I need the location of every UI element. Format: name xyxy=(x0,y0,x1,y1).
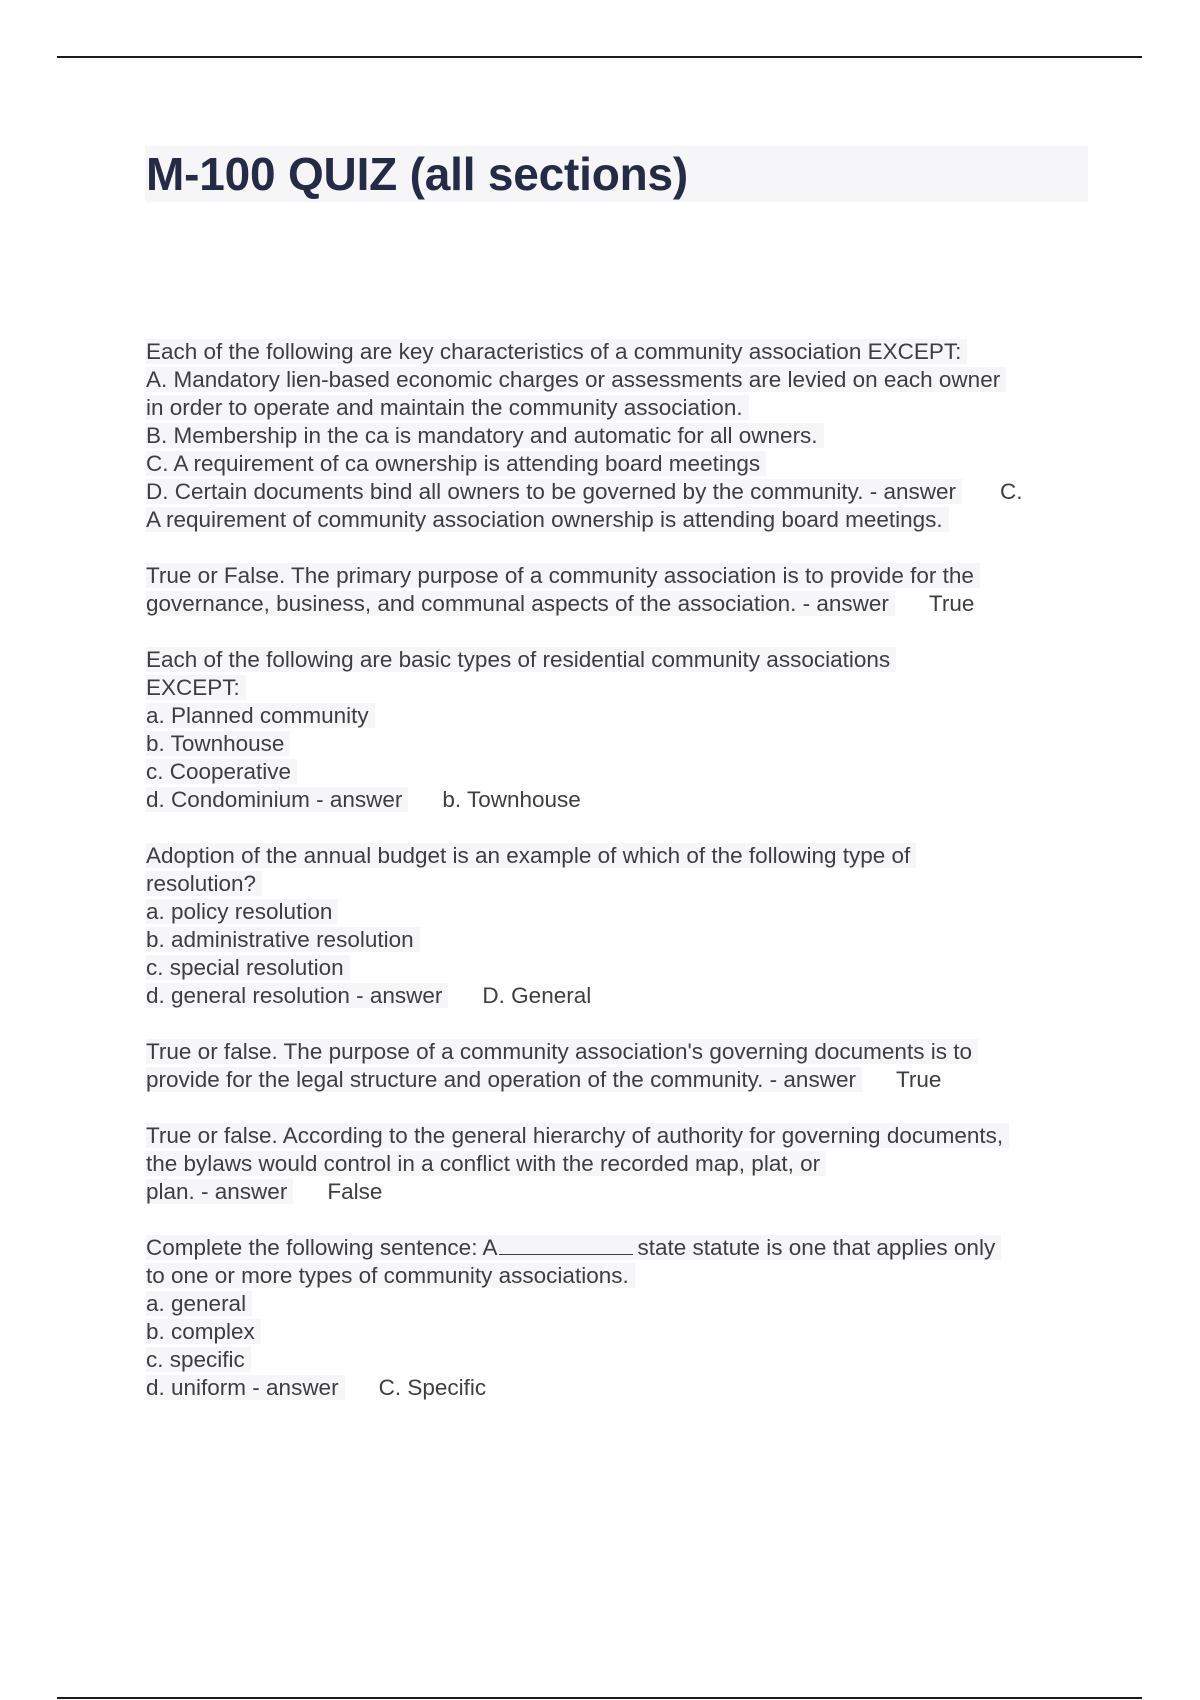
question-text-continued: the bylaws would control in a conflict with the recorded map, plat, or xyxy=(146,1151,826,1176)
option-c: c. specific xyxy=(146,1347,251,1372)
question-text: Adoption of the annual budget is an example of which of the following type of xyxy=(146,843,916,868)
question-block-6 xyxy=(146,1122,1096,1206)
option-b: B. Membership in the ca is mandatory and automatic for all owners. xyxy=(146,423,824,448)
option-b: b. complex xyxy=(146,1319,261,1344)
answer-text: A requirement of community association ownership is attending board meetings. xyxy=(146,507,949,532)
option-c: c. special resolution xyxy=(146,955,350,980)
question-block-2 xyxy=(146,562,1096,618)
question-text-continued: to one or more types of community associations. xyxy=(146,1263,635,1288)
bottom-rule xyxy=(57,1697,1142,1699)
question-block-7 xyxy=(146,1234,1096,1402)
question-text: Each of the following are key characteristics of a community association EXCEPT: xyxy=(146,339,967,364)
question-text-continued: resolution? xyxy=(146,871,262,896)
option-a: a. policy resolution xyxy=(146,899,338,924)
question-text: Each of the following are basic types of residential community associations xyxy=(146,647,896,672)
answer-start: C. xyxy=(999,479,1023,504)
answer-text: D. General xyxy=(482,983,592,1008)
option-a-continued: in order to operate and maintain the community association. xyxy=(146,395,749,420)
quiz-content xyxy=(146,338,1096,1430)
option-a: a. general xyxy=(146,1291,252,1316)
question-text-continued: EXCEPT: xyxy=(146,675,246,700)
question-text-continued: provide for the legal structure and operation of the community. - answer xyxy=(146,1067,862,1092)
page-title: M-100 QUIZ (all sections) xyxy=(146,148,689,200)
option-d: D. Certain documents bind all owners to be governed by the community. - answer xyxy=(146,479,962,504)
answer-text: True xyxy=(928,591,975,616)
answer-text: b. Townhouse xyxy=(442,787,581,812)
option-b: b. Townhouse xyxy=(146,731,290,756)
question-text-continued: governance, business, and communal aspects of the association. - answer xyxy=(146,591,895,616)
fill-in-blank xyxy=(499,1234,633,1255)
option-b: b. administrative resolution xyxy=(146,927,420,952)
question-block-3 xyxy=(146,646,1096,814)
question-block-5 xyxy=(146,1038,1096,1094)
option-d: d. Condominium - answer xyxy=(146,787,408,812)
option-a: A. Mandatory lien-based economic charges or assessments are levied on each owner xyxy=(146,367,1006,392)
answer-text: False xyxy=(327,1179,383,1204)
option-d: d. general resolution - answer xyxy=(146,983,448,1008)
answer-text: True xyxy=(895,1067,942,1092)
option-c: c. Cooperative xyxy=(146,759,297,784)
question-text: True or False. The primary purpose of a community association is to provide for the xyxy=(146,563,980,588)
answer-text: C. Specific xyxy=(378,1375,487,1400)
option-a: a. Planned community xyxy=(146,703,375,728)
option-c: C. A requirement of ca ownership is attending board meetings xyxy=(146,451,766,476)
top-rule xyxy=(57,56,1142,58)
question-text: True or false. According to the general hierarchy of authority for governing documents, xyxy=(146,1123,1009,1148)
option-d: d. uniform - answer xyxy=(146,1375,345,1400)
question-text-after-blank: state statute is one that applies only xyxy=(637,1235,996,1260)
question-text: Complete the following sentence: A xyxy=(146,1235,498,1260)
question-text-end: plan. - answer xyxy=(146,1179,293,1204)
question-block-4 xyxy=(146,842,1096,1010)
question-block-1 xyxy=(146,338,1096,534)
question-text: True or false. The purpose of a community association's governing documents is to xyxy=(146,1039,978,1064)
